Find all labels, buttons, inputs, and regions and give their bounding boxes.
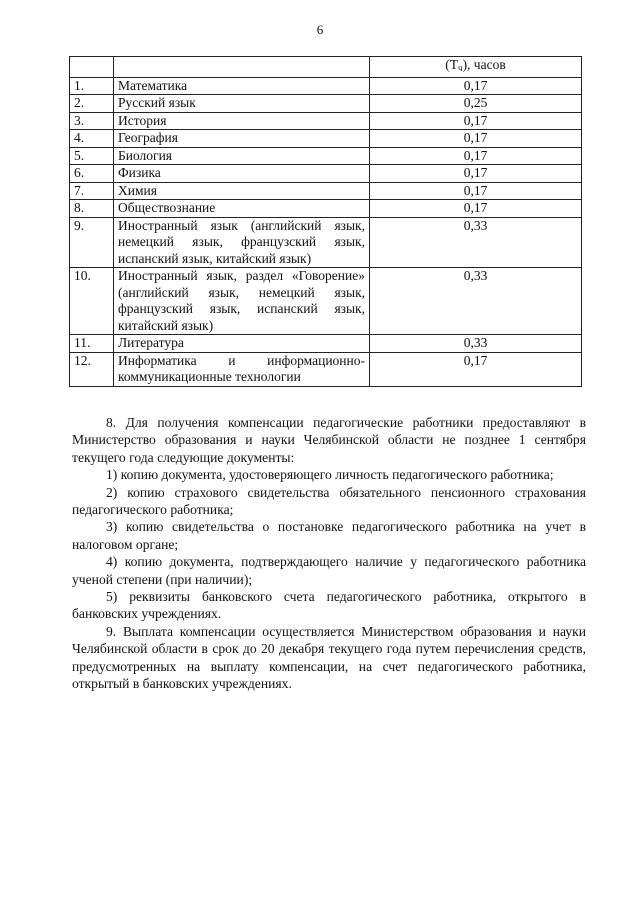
table-row: [70, 130, 582, 148]
row-value-cell: 0,17: [370, 147, 582, 165]
row-value-cell: 0,17: [370, 352, 582, 386]
row-number-cell: 6.: [70, 165, 114, 183]
row-number-cell: 1.: [70, 77, 114, 95]
row-value-cell: 0,17: [370, 112, 582, 130]
row-number-cell: 2.: [70, 95, 114, 113]
row-value-cell: 0,17: [370, 77, 582, 95]
header-num-cell: [70, 57, 114, 78]
row-subject-cell: Иностранный язык, раздел «Говорение» (английский язык, немецкий язык, французский язык, испанский язык, китайский язык): [114, 268, 370, 335]
row-number-cell: 12.: [70, 352, 114, 386]
row-value-cell: 0,33: [370, 268, 582, 335]
page-number: 6: [316, 22, 324, 37]
row-subject-cell: География: [114, 130, 370, 148]
table-row: [70, 352, 582, 386]
row-number-cell: 4.: [70, 130, 114, 148]
subjects-table-body: [70, 57, 582, 387]
row-subject-cell: Физика: [114, 165, 370, 183]
paragraph: 9. Выплата компенсации осуществляется Министерством образования и науки Челябинской области в срок до 20 декабря текущего года путем перечисления средств, предусмотренных на выплату компенсации, на счет педагогического работника, открытый в банковских учреждениях.: [72, 623, 586, 692]
row-number-cell: 11.: [70, 335, 114, 353]
table-row: [70, 112, 582, 130]
row-value-cell: 0,33: [370, 335, 582, 353]
table-row: [70, 182, 582, 200]
row-subject-cell: Информатика и информационно-коммуникационные технологии: [114, 352, 370, 386]
row-value-cell: 0,25: [370, 95, 582, 113]
paragraph: 1) копию документа, удостоверяющего личность педагогического работника;: [106, 467, 554, 483]
row-number-cell: 3.: [70, 112, 114, 130]
header-right: ), часов: [462, 57, 506, 72]
table-row: [70, 147, 582, 165]
table-row: [70, 165, 582, 183]
table-row: [70, 77, 582, 95]
row-number-cell: 5.: [70, 147, 114, 165]
row-subject-cell: Иностранный язык (английский язык, немецкий язык, французский язык, испанский язык, китайский язык): [114, 217, 370, 268]
row-subject-cell: Обществознание: [114, 200, 370, 218]
row-value-cell: 0,17: [370, 165, 582, 183]
header-value-cell: [370, 57, 582, 78]
row-value-cell: 0,17: [370, 130, 582, 148]
table-row: [70, 268, 582, 335]
row-number-cell: 8.: [70, 200, 114, 218]
table-row: [70, 217, 582, 268]
table-row: [70, 335, 582, 353]
row-value-cell: 0,17: [370, 200, 582, 218]
table-header-row: [70, 57, 582, 78]
header-subject-cell: [114, 57, 370, 78]
row-subject-cell: Химия: [114, 182, 370, 200]
row-number-cell: 10.: [70, 268, 114, 335]
row-subject-cell: Биология: [114, 147, 370, 165]
row-value-cell: 0,17: [370, 182, 582, 200]
row-value-cell: 0,33: [370, 217, 582, 268]
paragraph: 5) реквизиты банковского счета педагогического работника, открытого в банковских учреждениях.: [72, 589, 586, 622]
header-subscript: ч: [458, 63, 463, 73]
row-number-cell: 9.: [70, 217, 114, 268]
document-body: [72, 414, 586, 693]
paragraph: 4) копию документа, подтверждающего наличие у педагогического работника ученой степени (при наличии);: [72, 554, 586, 587]
paragraph: 8. Для получения компенсации педагогические работники предоставляют в Министерство образования и науки Челябинской области не позднее 1 сентября текущего года следующие документы:: [72, 415, 586, 465]
row-number-cell: 7.: [70, 182, 114, 200]
subjects-table: [69, 56, 582, 387]
row-subject-cell: Математика: [114, 77, 370, 95]
table-row: [70, 200, 582, 218]
header-left: (T: [445, 57, 459, 72]
paragraph: 2) копию страхового свидетельства обязательного пенсионного страхования педагогического работника;: [72, 484, 586, 518]
table-row: [70, 95, 582, 113]
row-subject-cell: История: [114, 112, 370, 130]
row-subject-cell: Литература: [114, 335, 370, 353]
row-subject-cell: Русский язык: [114, 95, 370, 113]
paragraph: 3) копию свидетельства о постановке педагогического работника на учет в налоговом органе;: [72, 519, 586, 552]
